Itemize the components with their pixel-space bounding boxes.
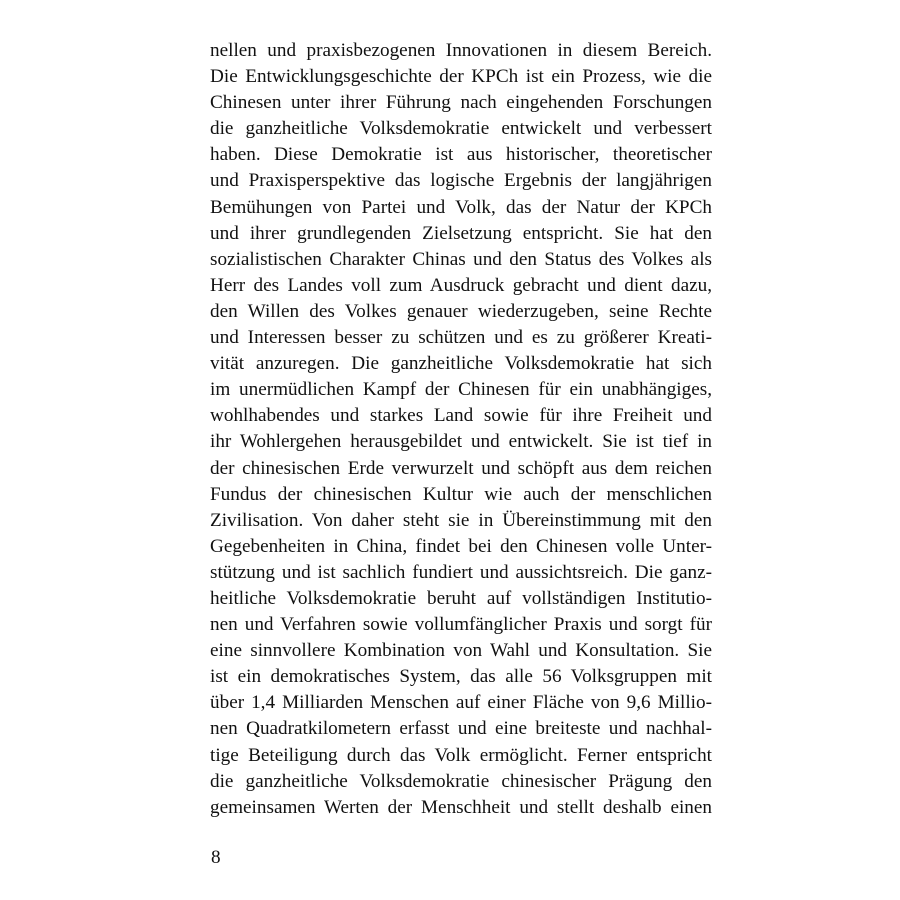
text-line: gemeinsamen Werten der Menschheit und stellt deshalb einen [210,796,712,818]
text-line: die ganzheitliche Volksdemokratie entwickelt und verbessert [210,118,712,140]
text-line: tige Beteiligung durch das Volk ermöglicht. Ferner entspricht [210,744,712,766]
text-line: über 1,4 Milliarden Menschen auf einer Fläche von 9,6 Millio- [210,692,712,714]
text-line: eine sinnvollere Kombination von Wahl und Konsultation. Sie [210,640,712,662]
text-line: wohlhabendes und starkes Land sowie für ihre Freiheit und [210,405,712,427]
text-line: Gegebenheiten in China, findet bei den Chinesen volle Unter- [210,535,712,557]
text-line: die ganzheitliche Volksdemokratie chinesischer Prägung den [210,770,712,792]
text-line: haben. Diese Demokratie ist aus historischer, theoretischer [210,144,712,166]
text-line: ist ein demokratisches System, das alle 56 Volksgruppen mit [210,666,712,688]
body-text [210,38,712,821]
text-line: Bemühungen von Partei und Volk, das der Natur der KPCh [210,196,712,218]
text-line: Chinesen unter ihrer Führung nach eingehenden Forschungen [210,92,712,114]
text-line: stützung und ist sachlich fundiert und aussichtsreich. Die ganz- [210,561,712,583]
text-line: heitliche Volksdemokratie beruht auf vollständigen Institutio- [210,587,712,609]
text-line: nen und Verfahren sowie vollumfänglicher Praxis und sorgt für [210,614,712,636]
text-line: vität anzuregen. Die ganzheitliche Volksdemokratie hat sich [210,353,712,375]
text-line: nellen und praxisbezogenen Innovationen in diesem Bereich. [210,40,712,61]
text-line: Herr des Landes voll zum Ausdruck gebracht und dient dazu, [210,274,712,296]
text-line: ihr Wohlergehen herausgebildet und entwickelt. Sie ist tief in [210,431,712,453]
text-line: Die Entwicklungsgeschichte der KPCh ist ein Prozess, wie die [210,66,712,88]
text-line: nen Quadratkilometern erfasst und eine breiteste und nachhal- [210,718,712,740]
text-line: und Praxisperspektive das logische Ergebnis der langjährigen [210,170,712,192]
text-line: im unermüdlichen Kampf der Chinesen für ein unabhängiges, [210,379,712,401]
text-line: Fundus der chinesischen Kultur wie auch der menschlichen [210,483,712,505]
text-line: Zivilisation. Von daher steht sie in Übereinstimmung mit den [210,509,712,531]
text-line: sozialistischen Charakter Chinas und den Status des Volkes als [210,248,712,270]
page-number: 8 [211,847,221,868]
text-line: und Interessen besser zu schützen und es zu größerer Kreati- [210,327,712,349]
text-line: den Willen des Volkes genauer wiederzugeben, seine Rechte [210,300,712,322]
text-line: und ihrer grundlegenden Zielsetzung entspricht. Sie hat den [210,222,712,244]
text-line: der chinesischen Erde verwurzelt und schöpft aus dem reichen [210,457,712,479]
